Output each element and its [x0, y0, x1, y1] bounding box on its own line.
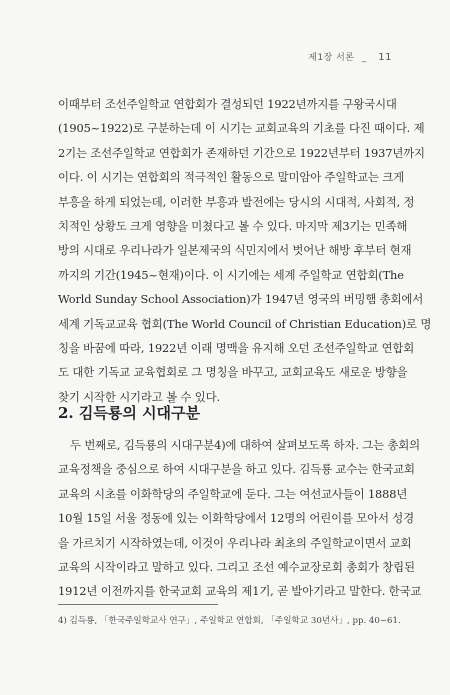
text-line: 1912년 이전까지를 한국교회 교육의 제1기, 곧 발아기라고 말한다. 한국교: [58, 584, 422, 599]
text-line: 치적인 상황도 크게 영향을 미쳤다고 볼 수 있다. 마지막 제3기는 민족해: [58, 218, 408, 233]
page-number: 11: [378, 52, 392, 63]
text-line: World Sunday School Association)가 1947년 영국의 버밍햄 총회에서: [58, 292, 424, 307]
footnote-divider: [58, 604, 218, 605]
text-line: 칭을 바꿈에 따라, 1922년 이래 명맥을 유지해 오던 조선주일학교 연합회: [58, 340, 415, 355]
text-line: 방의 시대로 우리나라가 일본제국의 식민지에서 벗어난 해방 후부터 현재: [58, 243, 412, 258]
text-line: 이때부터 조선주일학교 연합회가 결성되던 1922년까지를 구왕국시대: [58, 97, 397, 111]
text-line: 찾기 시작한 시기라고 볼 수 있다.: [58, 389, 220, 404]
text-line: 부흥을 하게 되었는데, 이러한 부흥과 발전에는 당시의 시대적, 사회적, 정: [58, 194, 415, 209]
text-line: 두 번째로, 김득룡의 시대구분4)에 대하여 살펴보도록 하자. 그는 총회의: [70, 438, 420, 452]
running-head-chapter: 제1장 서론: [308, 53, 355, 63]
text-line: 세계 기독교교육 협회(The World Council of Christian Education)로 명: [58, 316, 432, 331]
text-line: 2기는 조선주일학교 연합회가 존재하던 기간으로 1922년부터 1937년까지: [58, 145, 425, 160]
running-head: [308, 50, 392, 63]
text-line: 교육의 시초를 이화학당의 주일학교에 둔다. 그는 여선교사들이 1888년: [58, 486, 408, 501]
text-line: 도 대한 기독교 교육협회로 그 명칭을 바꾸고, 교회교육도 새로운 방향을: [58, 365, 408, 380]
text-line: 이다. 이 시기는 연합회의 적극적인 활동으로 말미암아 주일학교는 크게: [58, 170, 404, 185]
text-line: 을 가르치기 시작하였는데, 이것이 우리나라 최초의 주일학교이면서 교회: [58, 535, 412, 550]
body-paragraph-2: [58, 433, 422, 604]
text-line: 교육의 시작이라고 말하고 있다. 그리고 조선 예수교장로회 총회가 창립된: [58, 559, 415, 574]
text-line: 교육정책을 중심으로 하여 시대구분을 하고 있다. 김득룡 교수는 한국교회: [58, 462, 415, 477]
footnote: 4) 김득룡, 「한국주일학교사 연구」, 주일학교 연합회, 「주일학교 30년사」, pp. 40~61.: [58, 616, 401, 626]
running-head-separator: _: [361, 53, 367, 63]
text-line: 까지의 기간(1945~현재)이다. 이 시기에는 세계 주일학교 연합회(The: [58, 267, 404, 282]
text-line: (1905~1922)로 구분하는데 이 시기는 교회교육의 기초를 다진 때이다. 제: [58, 121, 425, 136]
section-heading: 2. 김득룡의 시대구분: [58, 404, 201, 422]
text-line: 10월 15일 서울 정동에 있는 이화학당에서 12명의 어린이를 모아서 성경: [58, 511, 415, 526]
body-paragraph-1: [58, 92, 432, 409]
